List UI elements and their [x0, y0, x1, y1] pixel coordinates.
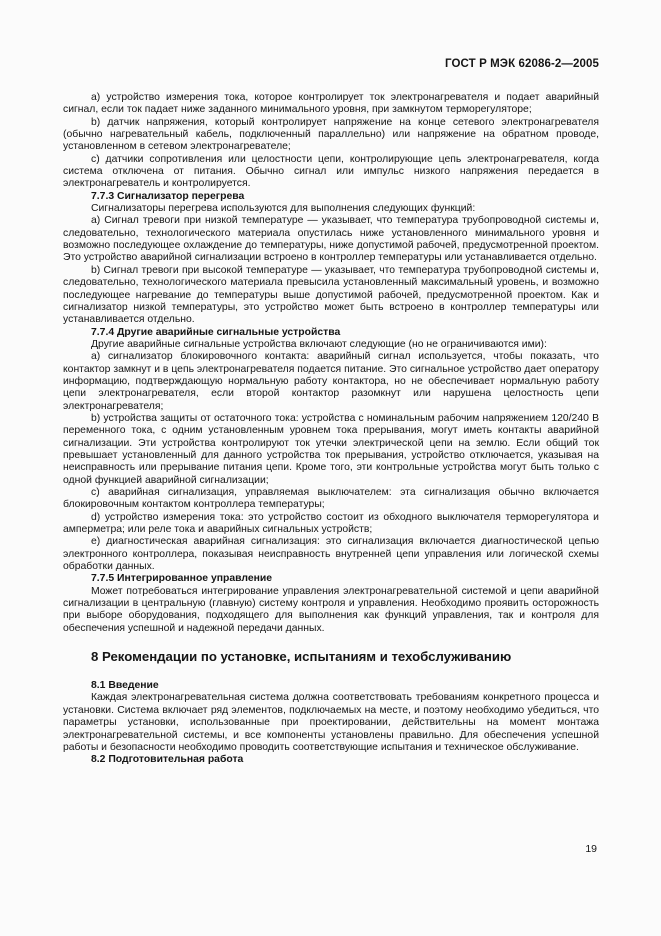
section-heading: 7.7.5 Интегрированное управление	[91, 573, 273, 585]
paragraph: с) датчики сопротивления или целостности цепи, контролирующие цепь электронагревателя, когда система отключена от питания. Обычно сигнал или импульс низкого напряжения передается в электронагреватель и контролируется.	[63, 153, 599, 190]
paragraph: Другие аварийные сигнальные устройства включают следующие (но не ограничиваются ими):	[91, 338, 547, 350]
paragraph: а) устройство измерения тока, которое контролирует ток электронагревателя и подает аварийный сигнал, если ток падает ниже заданного минимального уровня, при замкнутом терморегуляторе;	[63, 92, 599, 116]
section-heading: 8.1 Введение	[91, 680, 159, 692]
page-number: 19	[585, 843, 597, 855]
paragraph: b) устройства защиты от остаточного тока: устройства с номинальным рабочим напряжением 120/240 В переменного тока, с одним установленным уровнем тока прерывания, могут иметь контакты аварийной сигнализации. Эти устройства контролируют ток утечки электрической цепи на землю. Если общий ток превышает установленный для данного устройства ток прерывания, устройство отключается, указывая на неисправность или прерывание питания цепи. Кроме того, эти контрольные устройства могут быть только с одной функцией аварийной сигнализации;	[63, 412, 599, 486]
paragraph: b) Сигнал тревоги при высокой температуре — указывает, что температура трубопроводной системы и, следовательно, технологического материала превысила установленный максимальный уровень, и возможно последующее нагревание до температуры выше допустимой рабочей, предусмотренной проектом. Как и сигнализатор низкой температуры, это устройство может быть встроено в контроллер температуры или устанавливается отдельно.	[63, 264, 599, 326]
paragraph: е) диагностическая аварийная сигнализация: это сигнализация включается диагностической цепью электронного контроллера, показывая неисправность внутренней цепи управления или логической схемы обработки данных.	[63, 536, 599, 573]
paragraph: d) устройство измерения тока: это устройство состоит из обходного выключателя терморегулятора и амперметра; или реле тока и аварийных сигнальных устройств;	[63, 511, 599, 536]
section-heading: 8.2 Подготовительная работа	[91, 754, 244, 766]
document-body	[63, 92, 599, 767]
paragraph: с) аварийная сигнализация, управляемая выключателем: эта сигнализация обычно включается блокировочным контактом контроллера температуры;	[63, 487, 599, 511]
paragraph: Может потребоваться интегрирование управления электронагревательной системой и цепи аварийной сигнализации в центральную (главную) систему контроля и управления. Необходимо проявить осторожность при выборе оборудования, подходящего для выполнения как функций управления, так и контроля для обеспечения успешной и надежной передачи данных.	[63, 585, 599, 634]
section-heading: 7.7.3 Сигнализатор перегрева	[91, 190, 245, 202]
section-heading: 7.7.4 Другие аварийные сигнальные устройства	[91, 326, 341, 338]
paragraph: b) датчик напряжения, который контролирует напряжение на конце сетевого электронагревателя (обычно нагревательный кабель, подключенный параллельно) или напряжение на обратном проводе, установленном в сетевом электронагревателе;	[63, 116, 599, 153]
chapter-heading: 8 Рекомендации по установке, испытаниям и техобслуживанию	[91, 649, 512, 665]
paragraph: Сигнализаторы перегрева используются для выполнения следующих функций:	[91, 203, 476, 215]
paragraph: а) Сигнал тревоги при низкой температуре — указывает, что температура трубопроводной системы и, следовательно, технологического материала опустилась ниже установленного минимального уровня и возможно последующее охлаждение до температуры, ниже допустимой рабочей, предусмотренной проектом. Это устройство аварийной сигнализации встроено в контроллер температуры или устанавливается отдельно.	[63, 215, 599, 264]
paragraph: а) сигнализатор блокировочного контакта: аварийный сигнал используется, чтобы показать, что контактор замкнут и в цепь электронагревателя подается питание. Это сигнальное устройство дает оператору информацию, подтверждающую нормальную работу контактора, но не обеспечивает нормальную работу цепи электронагревателя, если второй контактор разомкнут или нарушена целостность цепи электронагревателя;	[63, 351, 599, 412]
paragraph: Каждая электронагревательная система должна соответствовать требованиям конкретного процесса и установки. Система включает ряд элементов, подключаемых на месте, и поэтому необходимо убедиться, что параметры установки, использованные при проектировании, действительны на момент монтажа электронагревательной системы, и все компоненты установлены правильно. Для обеспечения успешной работы и безопасности необходимо проводить соответствующие испытания и техническое обслуживание.	[63, 692, 599, 753]
standard-header: ГОСТ Р МЭК 62086-2—2005	[445, 58, 599, 70]
